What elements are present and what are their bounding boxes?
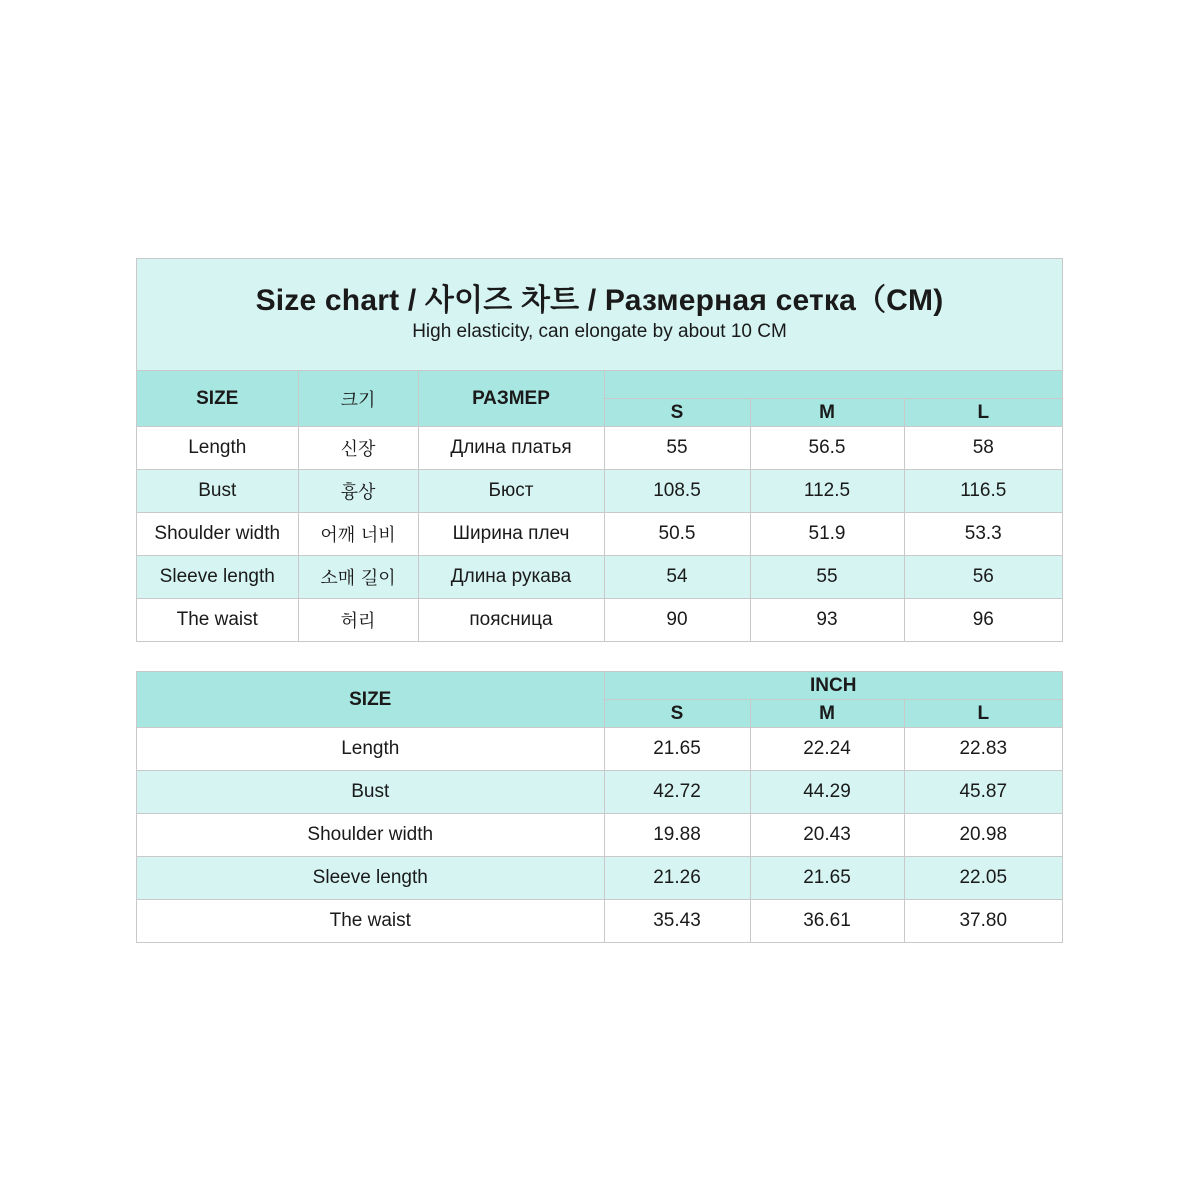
row-label: The waist — [137, 900, 604, 943]
value-s: 21.26 — [604, 857, 750, 900]
header-size-en: SIZE — [137, 371, 298, 427]
row-label-ru: Длина рукава — [418, 556, 604, 599]
value-m: 21.65 — [750, 857, 904, 900]
value-s: 54 — [604, 556, 750, 599]
header-size-l: L — [904, 700, 1062, 728]
row-label-en: Bust — [137, 470, 298, 513]
row-label-ru: Бюст — [418, 470, 604, 513]
header-unit-inch: INCH — [604, 672, 1062, 700]
value-l: 22.05 — [904, 857, 1062, 900]
table-row — [137, 814, 1062, 857]
table-row — [137, 556, 1062, 599]
value-m: 44.29 — [750, 771, 904, 814]
value-l: 37.80 — [904, 900, 1062, 943]
row-label-en: Shoulder width — [137, 513, 298, 556]
table-row — [137, 470, 1062, 513]
table-row — [137, 427, 1062, 470]
cm-size-chart — [136, 258, 1063, 642]
header-size-kr: 크기 — [298, 371, 418, 427]
value-m: 112.5 — [750, 470, 904, 513]
inch-table — [137, 672, 1062, 942]
chart-subtitle: High elasticity, can elongate by about 10 CM — [412, 321, 787, 342]
value-m: 93 — [750, 599, 904, 642]
table-row — [137, 728, 1062, 771]
value-l: 56 — [904, 556, 1062, 599]
value-m: 55 — [750, 556, 904, 599]
table-row — [137, 857, 1062, 900]
value-s: 55 — [604, 427, 750, 470]
value-m: 36.61 — [750, 900, 904, 943]
cm-table — [137, 371, 1062, 641]
table-row — [137, 599, 1062, 642]
row-label-kr: 어깨 너비 — [298, 513, 418, 556]
row-label-ru: Длина платья — [418, 427, 604, 470]
value-l: 45.87 — [904, 771, 1062, 814]
value-l: 22.83 — [904, 728, 1062, 771]
value-m: 20.43 — [750, 814, 904, 857]
header-size-s: S — [604, 399, 750, 427]
chart-title: Size chart / 사이즈 차트 / Размерная сетка（CM) — [255, 284, 944, 317]
row-label-kr: 흉상 — [298, 470, 418, 513]
header-size-s: S — [604, 700, 750, 728]
header-size-ru: РАЗМЕР — [418, 371, 604, 427]
header-size-m: M — [750, 399, 904, 427]
row-label-en: Sleeve length — [137, 556, 298, 599]
header-size-l: L — [904, 399, 1062, 427]
value-s: 90 — [604, 599, 750, 642]
value-l: 96 — [904, 599, 1062, 642]
header-size: SIZE — [137, 672, 604, 728]
chart-header — [137, 259, 1062, 371]
table-row — [137, 771, 1062, 814]
row-label-kr: 신장 — [298, 427, 418, 470]
header-unit-group — [604, 371, 1062, 399]
value-l: 20.98 — [904, 814, 1062, 857]
row-label: Length — [137, 728, 604, 771]
row-label: Bust — [137, 771, 604, 814]
value-s: 108.5 — [604, 470, 750, 513]
row-label: Shoulder width — [137, 814, 604, 857]
value-s: 19.88 — [604, 814, 750, 857]
value-l: 116.5 — [904, 470, 1062, 513]
row-label-ru: Ширина плеч — [418, 513, 604, 556]
value-m: 51.9 — [750, 513, 904, 556]
row-label-en: Length — [137, 427, 298, 470]
value-s: 35.43 — [604, 900, 750, 943]
value-l: 58 — [904, 427, 1062, 470]
row-label-kr: 허리 — [298, 599, 418, 642]
row-label-ru: поясница — [418, 599, 604, 642]
value-s: 50.5 — [604, 513, 750, 556]
table-row — [137, 900, 1062, 943]
inch-size-chart — [136, 671, 1063, 943]
header-size-m: M — [750, 700, 904, 728]
value-s: 21.65 — [604, 728, 750, 771]
value-l: 53.3 — [904, 513, 1062, 556]
table-row — [137, 513, 1062, 556]
value-s: 42.72 — [604, 771, 750, 814]
row-label-en: The waist — [137, 599, 298, 642]
row-label: Sleeve length — [137, 857, 604, 900]
value-m: 56.5 — [750, 427, 904, 470]
value-m: 22.24 — [750, 728, 904, 771]
row-label-kr: 소매 길이 — [298, 556, 418, 599]
